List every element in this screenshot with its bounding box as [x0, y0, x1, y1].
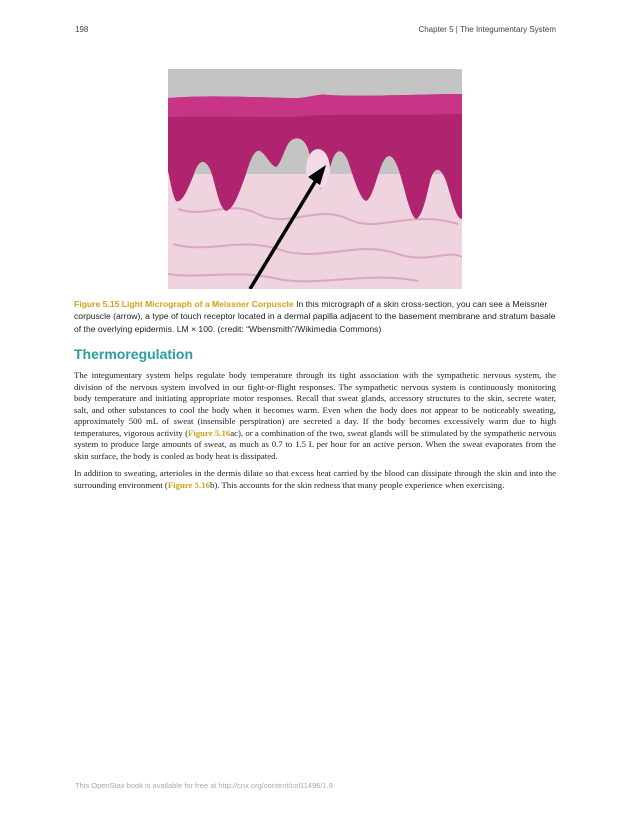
figure-5-16-link-2[interactable]: Figure 5.16: [167, 479, 210, 490]
figure-caption: [74, 298, 556, 335]
paragraph-1: [74, 370, 556, 462]
paragraph-2-part-a: In addition to sweating, arterioles in the dermis dilate so that excess heat carried by the blood can dissipate through the skin and into the surrounding environment (: [74, 468, 556, 490]
figure-caption-text: In this micrograph of a skin cross-section, you can see a Meissner corpuscle (arrow), a type of touch receptor located in a dermal papilla adjacent to the basement membrane and stratum basale of the overlying epidermis. LM × 100. (credit: “Wbensmith”/Wikimedia Commons): [74, 299, 556, 334]
micrograph-image: [168, 69, 462, 289]
figure-5-16-link[interactable]: Figure 5.16: [188, 427, 231, 438]
paragraph-2-part-b: b). This accounts for the skin redness that many people experience when exercising.: [209, 479, 505, 490]
paragraph-1-part-a: The integumentary system helps regulate body temperature through its tight association with the sympathetic nervous system, the division of the nervous system involved in our fight-or-flight responses. The sympathetic nervous system is continuously monitoring body temperature and initiating appropriate motor responses. Recall that sweat glands, accessory structures to the skin, secrete water, salt, and other substances to cool the body when it becomes warm. Even when the body does not appear to be noticeably sweating, approximately 500 mL of sweat (insensible perspiration) are secreted a day. If the body becomes excessively warm due to high temperatures, vigorous activity (: [74, 370, 556, 438]
body-text: [74, 370, 556, 497]
footer-note: This OpenStax book is available for free at http://cnx.org/content/col11496/1.8: [75, 781, 333, 790]
paragraph-2: [74, 468, 556, 491]
chapter-title: Chapter 5 | The Integumentary System: [418, 25, 556, 34]
figure-label: Figure 5.15 Light Micrograph of a Meissner Corpuscle: [74, 299, 294, 309]
paragraph-1-part-b: ac), or a combination of the two, sweat glands will be stimulated by the sympathetic nervous system to produce large amounts of sweat, as much as 0.7 to 1.5 L per hour for an active person. When the sweat evaporates from the skin surface, the body is cooled as body heat is dissipated.: [74, 427, 556, 461]
micrograph-figure: [168, 69, 462, 289]
section-heading: Thermoregulation: [74, 346, 194, 362]
page-number: 198: [75, 25, 89, 34]
stratum-corneum: [168, 94, 462, 117]
